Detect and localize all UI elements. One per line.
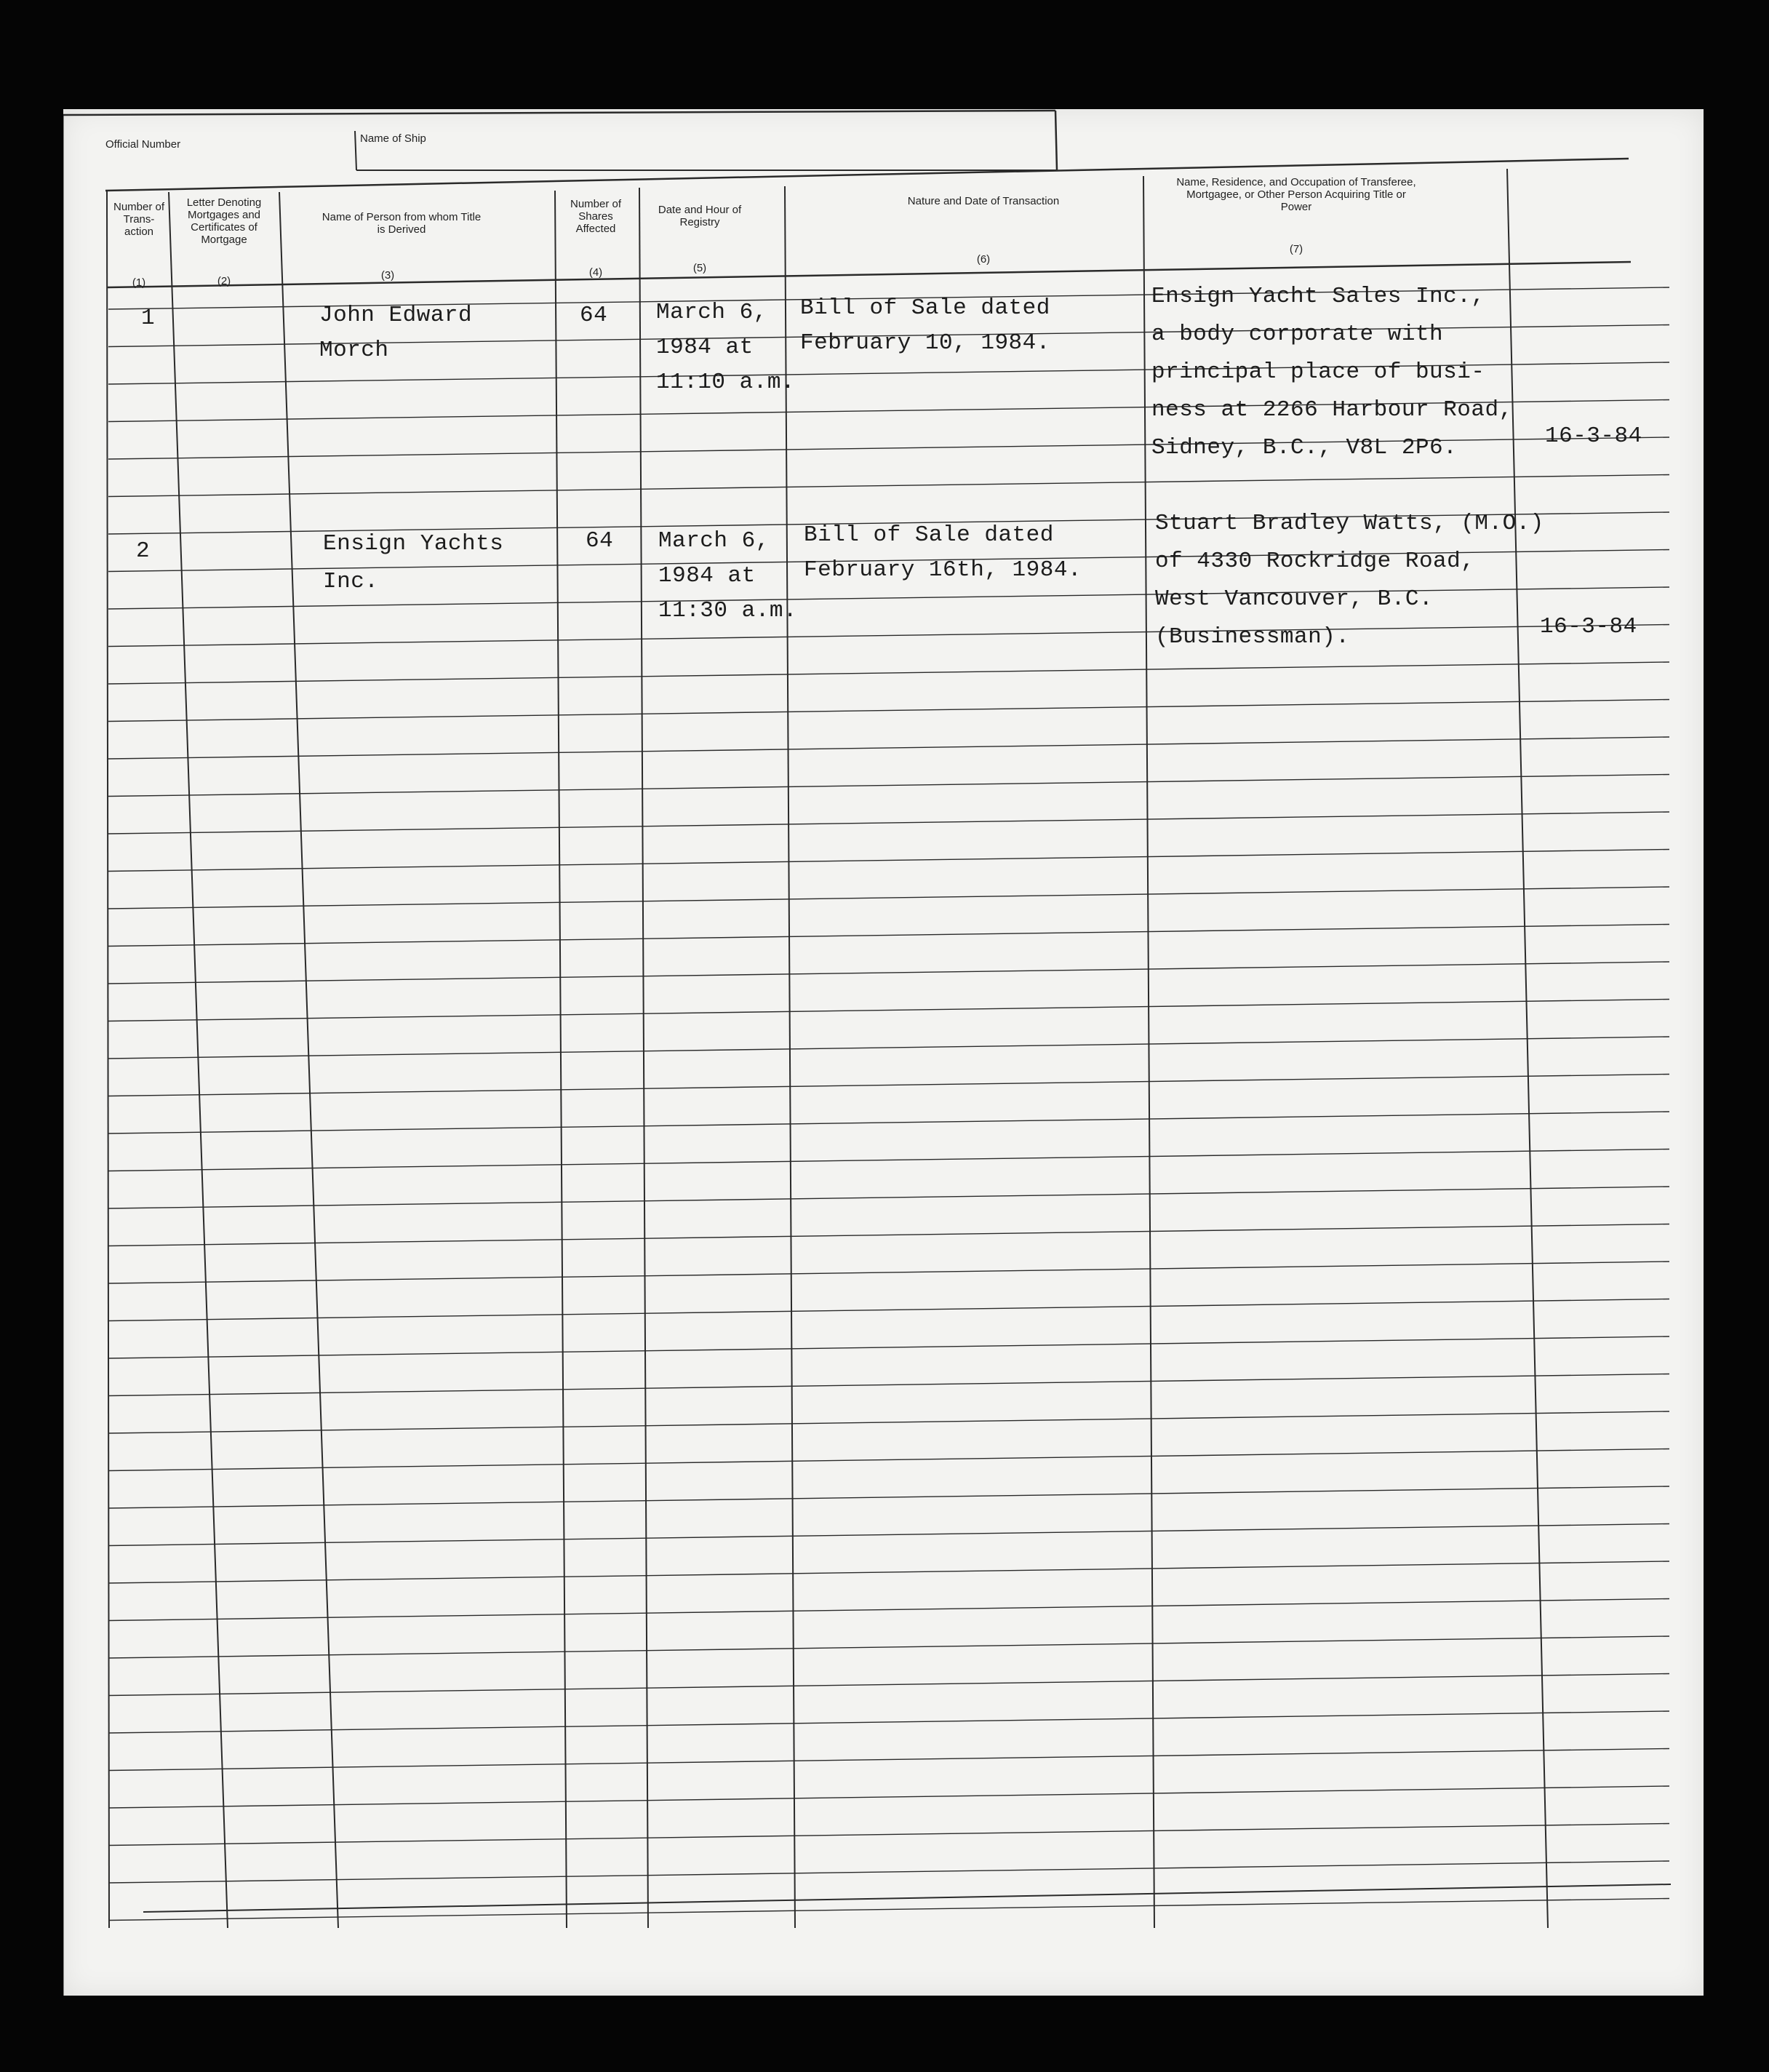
ruled-row-line bbox=[108, 737, 1669, 759]
ruled-row-line bbox=[108, 1374, 1669, 1396]
official-number-label: Official Number bbox=[105, 138, 181, 151]
column-divider-8 bbox=[1507, 169, 1548, 1928]
ruled-row-line bbox=[108, 1299, 1669, 1321]
txn-1-nature-line-1: Bill of Sale dated bbox=[800, 295, 1050, 321]
txn-1-shares: 64 bbox=[580, 303, 608, 328]
ruled-row-line bbox=[108, 1112, 1669, 1133]
col-5-header: Date and Hour of Registry bbox=[658, 204, 742, 228]
txn-1-registry-line-3: 11:10 a.m. bbox=[656, 370, 796, 395]
txn-1-transferee-line-3: principal place of busi- bbox=[1151, 359, 1485, 385]
col-4-num: (4) bbox=[588, 266, 603, 279]
txn-2-from-line-1: Ensign Yachts bbox=[323, 531, 504, 557]
txn-2-number: 2 bbox=[136, 538, 151, 564]
ruled-row-line bbox=[108, 1187, 1669, 1208]
txn-2-date: 16-3-84 bbox=[1540, 614, 1637, 639]
ruled-row-line bbox=[108, 1749, 1669, 1771]
header-top-rule bbox=[63, 111, 1055, 115]
ruled-row-line bbox=[108, 1636, 1669, 1658]
column-divider-4 bbox=[555, 191, 567, 1928]
txn-2-nature-line-1: Bill of Sale dated bbox=[804, 522, 1054, 548]
ruled-row-line bbox=[108, 1075, 1669, 1096]
col-5-num: (5) bbox=[692, 262, 707, 274]
form-grid bbox=[63, 109, 1704, 1996]
col-3-num: (3) bbox=[380, 269, 395, 282]
txn-2-from-line-2: Inc. bbox=[323, 569, 379, 594]
txn-2-registry-line-1: March 6, bbox=[658, 528, 770, 554]
ruled-row-line bbox=[108, 1411, 1669, 1433]
ruled-row-line bbox=[108, 1262, 1669, 1283]
txn-2-transferee-line-3: West Vancouver, B.C. bbox=[1155, 586, 1434, 612]
ruled-row-line bbox=[108, 850, 1669, 872]
column-divider-2 bbox=[169, 192, 228, 1928]
txn-2-transferee-line-4: (Businessman). bbox=[1155, 624, 1350, 650]
txn-1-registry-line-2: 1984 at bbox=[656, 335, 754, 360]
ruled-row-line bbox=[108, 1711, 1669, 1733]
ruled-row-line bbox=[108, 1449, 1669, 1471]
txn-1-number: 1 bbox=[141, 306, 156, 331]
txn-1-transferee-line-4: ness at 2266 Harbour Road, bbox=[1151, 397, 1513, 423]
txn-2-shares: 64 bbox=[586, 528, 614, 554]
col-6-header: Nature and Date of Transaction bbox=[907, 195, 1060, 207]
txn-2-nature-line-2: February 16th, 1984. bbox=[804, 557, 1082, 583]
ship-box-right-rule bbox=[1055, 111, 1057, 170]
txn-1-registry-line-1: March 6, bbox=[656, 300, 767, 325]
ruled-row-line bbox=[108, 1037, 1669, 1059]
col-2-header: Letter Denoting Mortgages and Certificates of Mortgage bbox=[186, 196, 262, 246]
column-divider-1 bbox=[107, 191, 109, 1928]
col-7-num: (7) bbox=[1289, 243, 1303, 255]
col-6-num: (6) bbox=[976, 253, 991, 266]
ruled-row-line bbox=[108, 1674, 1669, 1696]
ruled-row-line bbox=[108, 775, 1669, 797]
ruled-row-line bbox=[108, 475, 1669, 497]
ruled-row-line bbox=[108, 1824, 1669, 1846]
txn-1-date: 16-3-84 bbox=[1545, 423, 1642, 449]
ruled-row-line bbox=[108, 962, 1669, 984]
ruled-row-line bbox=[108, 662, 1669, 684]
ruled-row-line bbox=[108, 1336, 1669, 1358]
ship-name-label: Name of Ship bbox=[360, 132, 426, 145]
column-divider-3 bbox=[279, 192, 338, 1928]
column-divider-6 bbox=[785, 186, 795, 1928]
column-divider-5 bbox=[639, 188, 648, 1928]
ruled-row-line bbox=[108, 700, 1669, 722]
col-3-header: Name of Person from whom Title is Derived bbox=[322, 211, 482, 236]
col-7-header: Name, Residence, and Occupation of Transferee, Mortgagee, or Other Person Acquiring Title or Power bbox=[1176, 176, 1416, 213]
col-4-header: Number of Shares Affected bbox=[570, 198, 622, 235]
ruled-row-line bbox=[108, 1561, 1669, 1583]
txn-1-transferee-line-1: Ensign Yacht Sales Inc., bbox=[1151, 284, 1485, 309]
ruled-row-line bbox=[108, 925, 1669, 947]
col-1-header: Number of Trans- action bbox=[113, 201, 165, 238]
ruled-row-line bbox=[108, 1486, 1669, 1508]
txn-1-transferee-line-5: Sidney, B.C., V8L 2P6. bbox=[1151, 435, 1458, 461]
txn-2-registry-line-3: 11:30 a.m. bbox=[658, 598, 798, 623]
ruled-row-line bbox=[108, 1149, 1669, 1171]
txn-1-transferee-line-2: a body corporate with bbox=[1151, 322, 1444, 347]
ruled-row-line bbox=[108, 1524, 1669, 1546]
col-1-num: (1) bbox=[132, 276, 146, 289]
ruled-row-line bbox=[108, 1599, 1669, 1621]
txn-2-transferee-line-2: of 4330 Rockridge Road, bbox=[1155, 549, 1475, 574]
ruled-row-line bbox=[108, 1224, 1669, 1246]
ruled-row-line bbox=[108, 625, 1669, 647]
txn-1-from-line-2: Morch bbox=[319, 338, 389, 363]
ruled-row-line bbox=[108, 812, 1669, 834]
txn-2-transferee-line-1: Stuart Bradley Watts, (M.O.) bbox=[1155, 511, 1544, 536]
ship-box-left-rule bbox=[355, 131, 356, 170]
txn-1-from-line-1: John Edward bbox=[319, 303, 473, 328]
txn-2-registry-line-2: 1984 at bbox=[658, 563, 756, 589]
txn-1-nature-line-2: February 10, 1984. bbox=[800, 330, 1050, 356]
ruled-row-line bbox=[108, 1786, 1669, 1808]
register-page bbox=[63, 109, 1704, 1996]
ruled-row-line bbox=[108, 1000, 1669, 1021]
col-2-num: (2) bbox=[217, 275, 231, 287]
ruled-row-line bbox=[108, 887, 1669, 909]
ruled-row-line bbox=[108, 1899, 1669, 1921]
bottom-rule bbox=[143, 1884, 1671, 1912]
ruled-row-line bbox=[108, 1861, 1669, 1883]
